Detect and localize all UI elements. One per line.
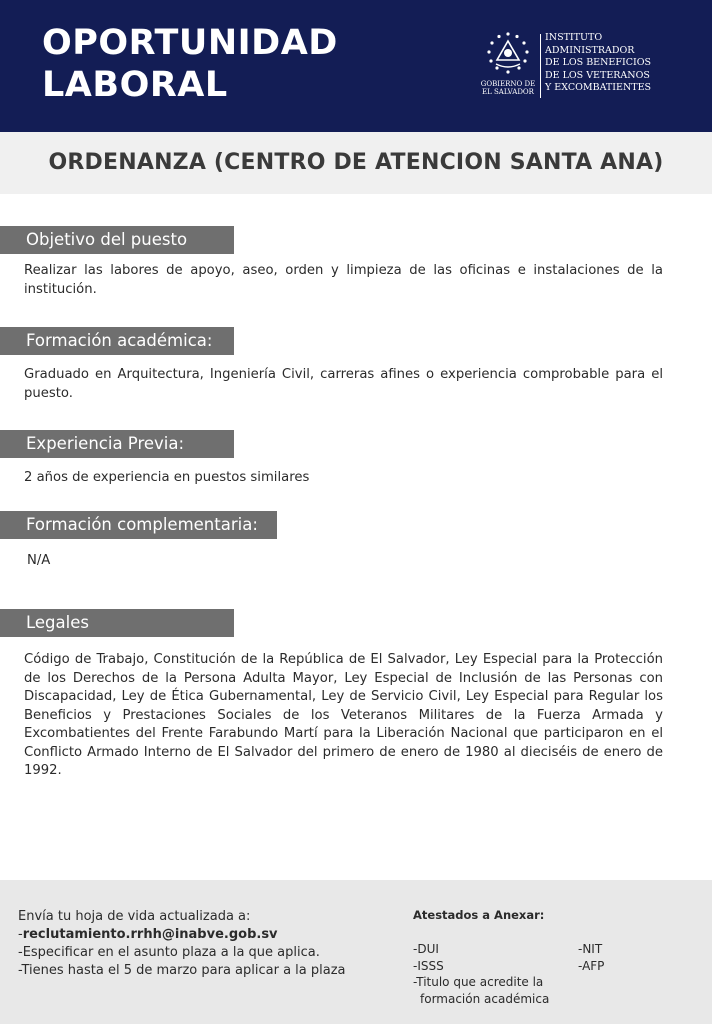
- section-text-complementary: N/A: [27, 553, 51, 568]
- section-text-objective: Realizar las labores de apoyo, aseo, orden y limpieza de las oficinas e instalaciones de la institución.: [24, 263, 663, 297]
- section-text-education: Graduado en Arquitectura, Ingeniería Civil, carreras afines o experiencia comprobable para el puesto.: [24, 367, 663, 401]
- subject-instruction: -Especificar en el asunto plaza a la que aplica.: [18, 945, 320, 960]
- coat-of-arms-icon: [484, 30, 532, 78]
- section-heading-objective: Objetivo del puesto: [0, 226, 234, 254]
- section-heading-education: Formación académica:: [0, 327, 234, 355]
- list-item: -NIT: [578, 942, 603, 956]
- page-title: [42, 22, 338, 106]
- section-text-legal: Código de Trabajo, Constitución de la República de El Salvador, Ley Especial para la Protección de los Derechos de la Persona Adulta Mayor, Ley Especial de Inclusión de las Personas con Discapacidad, Ley de Ética Gubernamental, Ley de Servicio Civil, Ley Especial para Regular los Beneficios y Prestaciones Sociales de los Veteranos Militares de la Fuerza Armada y Excombatientes del Frente Farabundo Martí para la Liberación Nacional que participaron en el Conflicto Armado Interno de El Salvador del primero de enero de 1980 al dieciséis de enero de 1992.: [24, 652, 663, 778]
- institution-name: INSTITUTO ADMINISTRADOR DE LOS BENEFICIOS DE LOS VETERANOS Y EXCOMBATIENTES: [545, 32, 652, 93]
- title-line-2: LABORAL: [42, 65, 228, 105]
- attachments-list-left: [413, 941, 549, 1007]
- list-item: -DUI: [413, 942, 439, 956]
- list-item: -ISSS: [413, 958, 444, 973]
- attachments-list-right: [578, 941, 604, 974]
- position-title: ORDENANZA (CENTRO DE ATENCION SANTA ANA): [48, 150, 664, 175]
- section-text-experience: 2 años de experiencia en puestos similares: [24, 470, 310, 485]
- email-line: -reclutamiento.rrhh@inabve.gob.sv: [18, 927, 278, 942]
- deadline-instruction: -Tienes hasta el 5 de marzo para aplicar a la plaza: [18, 963, 346, 978]
- logo-divider: [540, 34, 541, 98]
- application-instructions: [18, 908, 378, 980]
- email-link[interactable]: reclutamiento.rrhh@inabve.gob.sv: [22, 927, 278, 942]
- government-label: GOBIERNO DE EL SALVADOR: [480, 80, 536, 96]
- section-heading-experience: Experiencia Previa:: [0, 430, 234, 458]
- list-item: -Titulo que acredite la: [413, 975, 544, 989]
- apply-intro: Envía tu hoja de vida actualizada a:: [18, 909, 251, 924]
- section-heading-complementary: Formación complementaria:: [0, 511, 277, 539]
- title-line-1: OPORTUNIDAD: [42, 23, 338, 63]
- section-heading-legal: Legales: [0, 609, 234, 637]
- list-item: formación académica: [420, 991, 550, 1006]
- institution-logo: [478, 30, 698, 102]
- list-item: -AFP: [578, 958, 605, 973]
- attachments-title: Atestados a Anexar:: [413, 908, 545, 922]
